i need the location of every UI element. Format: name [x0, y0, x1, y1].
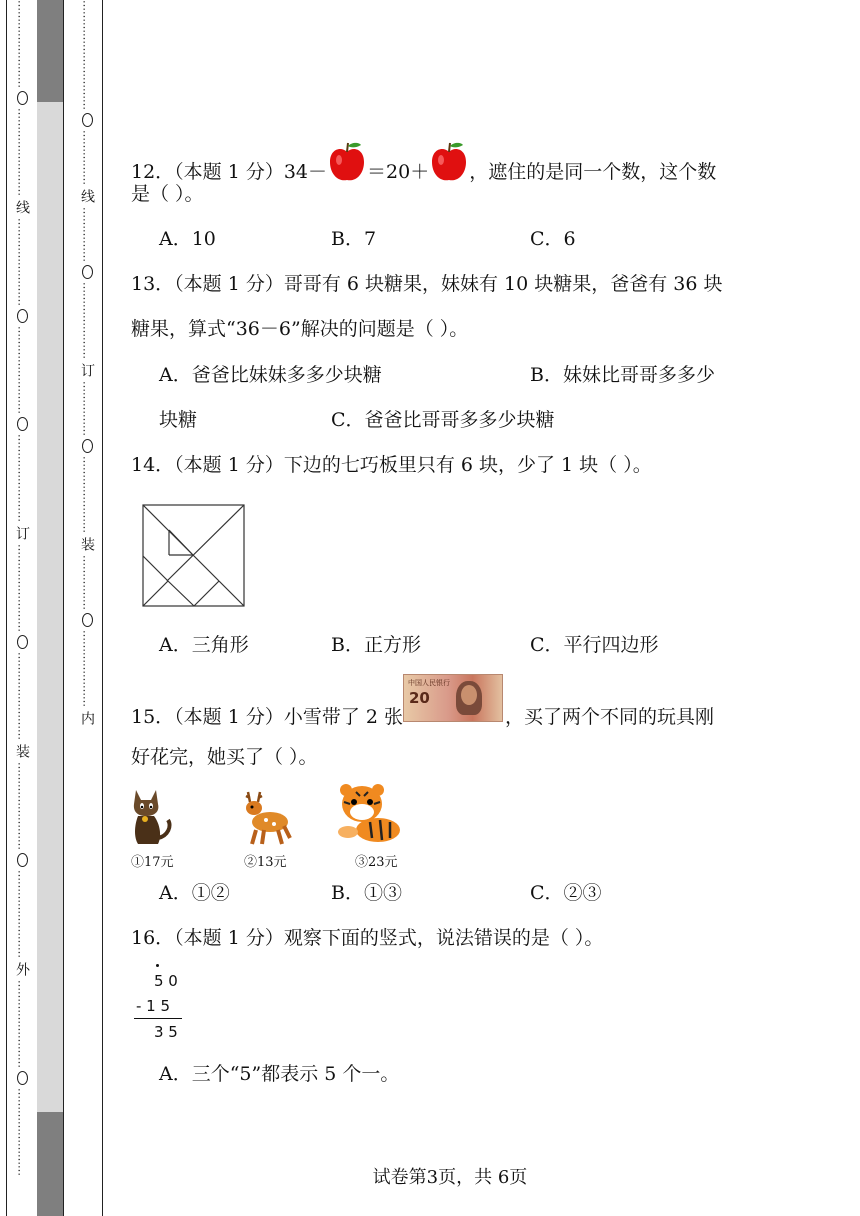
cat-icon	[128, 786, 174, 848]
margin-label-zhuang-inner: 装	[79, 537, 95, 551]
apple-icon	[429, 140, 469, 184]
q13-option-c: C．爸爸比哥哥多多少块糖	[331, 409, 555, 431]
margin-label-ding: 订	[14, 526, 30, 540]
question-15-line-2: 好花完，她买了（ ）。	[131, 746, 318, 768]
q14-option-a: A．三角形	[159, 634, 249, 656]
q13-option-b-continued: 块糖	[159, 409, 198, 431]
question-15-line-1: 15．（本题 1 分）小雪带了 2 张 ，买了两个不同的玩具刚	[131, 706, 715, 728]
q15-option-b: B．①③	[331, 882, 402, 904]
calc-row-1: 5 0	[154, 972, 178, 990]
q12-option-a: A．10	[159, 228, 216, 250]
toy-label-1: ①17元	[131, 855, 174, 870]
question-12-line-2: 是（ ）。	[131, 183, 204, 205]
q14-option-c: C．平行四边形	[530, 634, 659, 656]
banknote-20-yuan	[403, 674, 503, 722]
apple-icon	[327, 140, 367, 184]
q16-option-a: A．三个“5”都表示 5 个一。	[159, 1063, 400, 1085]
toy-label-2: ②13元	[244, 855, 287, 870]
q15-option-a: A．①②	[159, 882, 230, 904]
portrait-face	[461, 685, 477, 705]
outer-cut-line: …………………… …………………… 线 …………………… …………………… …………………… 订 …………………… …………………… 装 …………………… …………………… 外 …………………… ……………………	[14, 0, 30, 1176]
binding-gray-strip	[37, 0, 64, 1216]
toy-label-3: ③23元	[355, 855, 398, 870]
question-13-line-2: 糖果，算式“36－6”解决的问题是（ ）。	[131, 318, 469, 340]
calc-rule	[134, 1018, 182, 1019]
question-13-line-1: 13．（本题 1 分）哥哥有 6 块糖果，妹妹有 10 块糖果，爸爸有 36 块	[131, 273, 723, 295]
binding-margin-inner	[64, 0, 103, 1216]
margin-label-xian: 线	[14, 200, 30, 214]
banknote-header: 中国人民银行	[408, 679, 450, 687]
q12-option-b: B．7	[331, 228, 377, 250]
q12-option-c: C．6	[530, 228, 576, 250]
tangram-figure	[142, 504, 246, 608]
q15-option-c: C．②③	[530, 882, 602, 904]
page-footer: 试卷第3页，共 6页	[372, 1167, 528, 1188]
question-12-line-1: 12．（本题 1 分）34－ ＝20＋ ，遮住的是同一个数，这个数	[131, 140, 716, 184]
question-14-line-1: 14．（本题 1 分）下边的七巧板里只有 6 块，少了 1 块（ ）。	[131, 454, 652, 476]
margin-label-ding-inner: 订	[79, 363, 95, 377]
question-16-line-1: 16．（本题 1 分）观察下面的竖式，说法错误的是（ ）。	[131, 927, 604, 949]
vertical-subtraction	[134, 962, 184, 1044]
tiger-icon	[334, 782, 406, 846]
banknote-value: 20	[409, 689, 430, 707]
calc-row-2: - 1 5	[136, 997, 171, 1015]
carry-dot	[156, 964, 159, 967]
margin-label-wai: 外	[14, 962, 30, 976]
q13-option-a: A．爸爸比妹妹多多少块糖	[159, 364, 382, 386]
strip-dark-top	[37, 0, 63, 102]
q14-option-b: B．正方形	[331, 634, 421, 656]
margin-label-zhuang: 装	[14, 744, 30, 758]
margin-label-nei-inner: 内	[79, 711, 95, 725]
calc-row-3: 3 5	[154, 1023, 178, 1041]
inner-cut-line: ………………………… …………… 线 …………… ………………… 订 …………… ………………… 装 …………… ………………… 内	[79, 0, 95, 725]
binding-margin-outer	[6, 0, 38, 1216]
margin-label-xian-inner: 线	[79, 189, 95, 203]
deer-icon	[238, 790, 296, 846]
q13-option-b: B．妹妹比哥哥多多少	[530, 364, 715, 386]
